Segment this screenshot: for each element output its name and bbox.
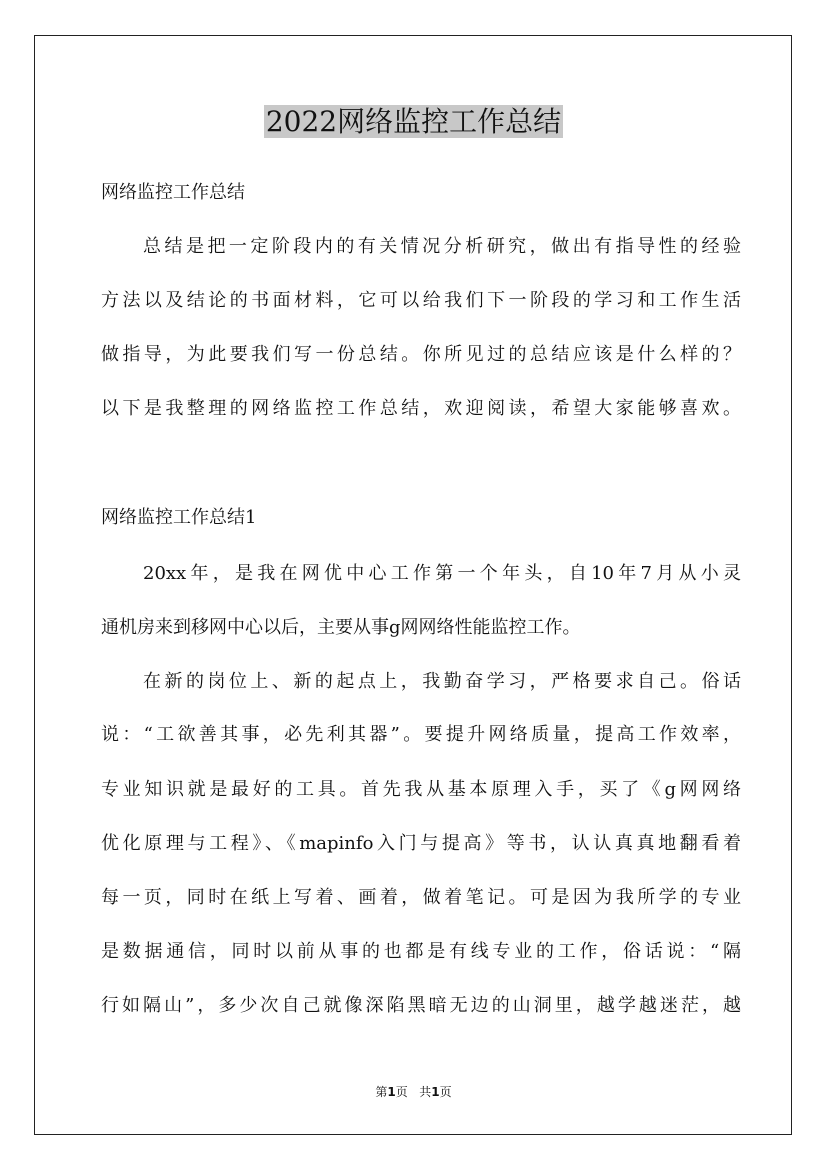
paragraph2-line-7: 行如隔山”，多少次自己就像深陷黑暗无边的山洞里，越学越迷茫，越	[101, 995, 741, 1016]
footer-page-number: 1	[387, 1085, 396, 1099]
paragraph1-line-2: 通机房来到移网中心以后，主要从事g网网络性能监控工作。	[101, 617, 581, 638]
section-heading: 网络监控工作总结1	[101, 507, 257, 528]
document-title	[0, 100, 827, 144]
footer-page-total: 1	[431, 1085, 440, 1099]
footer-page-mid: 页 共	[395, 1085, 432, 1099]
page-footer	[0, 1084, 827, 1100]
document-subtitle: 网络监控工作总结	[101, 182, 245, 203]
footer-page-prefix: 第	[375, 1085, 388, 1099]
intro-line-2: 方法以及结论的书面材料，它可以给我们下一阶段的学习和工作生活	[101, 290, 741, 311]
paragraph1-line-1: 20xx年，是我在网优中心工作第一个年头，自10年7月从小灵	[143, 563, 741, 584]
footer-page-suffix: 页	[439, 1085, 452, 1099]
document-title-text: 2022网络监控工作总结	[265, 105, 562, 138]
paragraph2-line-5: 每一页，同时在纸上写着、画着，做着笔记。可是因为我所学的专业	[101, 887, 741, 908]
paragraph2-line-4: 优化原理与工程》、《mapinfo入门与提高》等书，认认真真地翻看着	[101, 833, 741, 854]
intro-line-4: 以下是我整理的网络监控工作总结，欢迎阅读，希望大家能够喜欢。	[101, 398, 741, 419]
intro-line-1: 总结是把一定阶段内的有关情况分析研究，做出有指导性的经验	[143, 236, 741, 257]
intro-line-3: 做指导，为此要我们写一份总结。你所见过的总结应该是什么样的？	[101, 344, 741, 365]
paragraph2-line-6: 是数据通信，同时以前从事的也都是有线专业的工作，俗话说：“隔	[101, 941, 741, 962]
paragraph2-line-2: 说：“工欲善其事，必先利其器”。要提升网络质量，提高工作效率，	[101, 724, 741, 745]
paragraph2-line-1: 在新的岗位上、新的起点上，我勤奋学习，严格要求自己。俗话	[143, 671, 741, 692]
paragraph2-line-3: 专业知识就是最好的工具。首先我从基本原理入手，买了《g网网络	[101, 779, 741, 800]
